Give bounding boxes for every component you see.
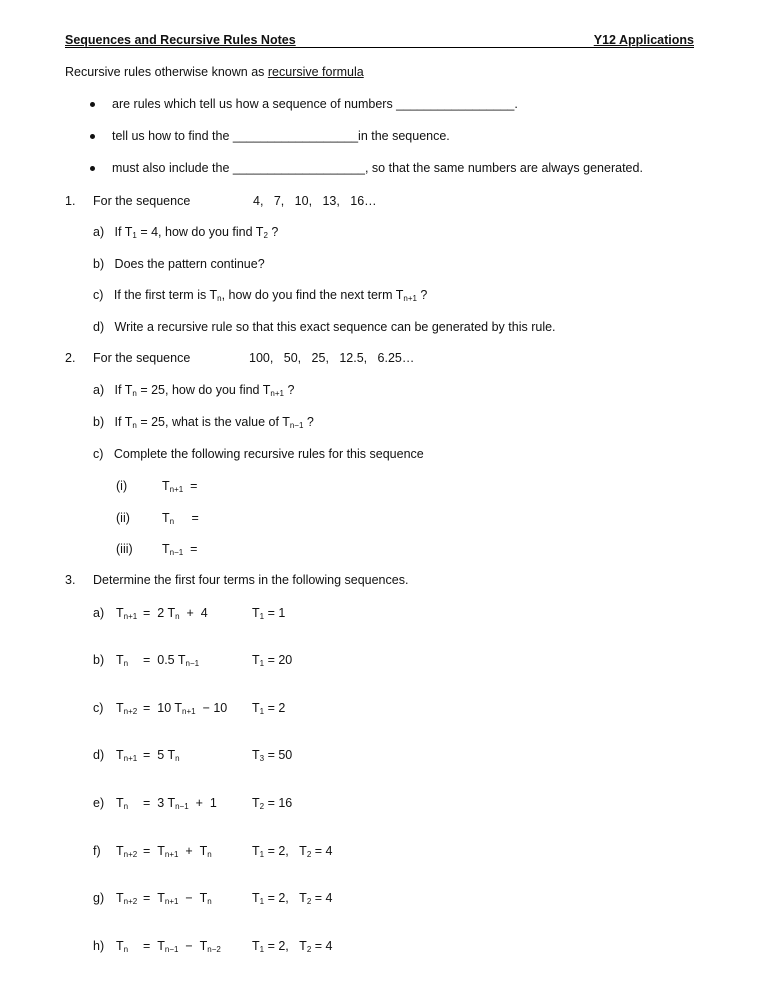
part-letter: a)	[93, 225, 105, 239]
q2-sub-i-rule	[162, 478, 197, 494]
q3-row-initial: $T_1 = 1$	[252, 606, 286, 621]
q1-label: For the sequence	[93, 194, 191, 208]
intro-bullet-2: tell us how to find the __________________in the sequence.	[112, 129, 450, 143]
bullet-dot	[90, 166, 95, 171]
subscript: n−1	[169, 548, 184, 557]
term-symbol: T	[162, 542, 170, 556]
subscript: n−1	[289, 421, 304, 430]
q3-row-lhs: $T_{n+2}$	[116, 844, 138, 859]
q3-row-rhs: = 10 $T_{n+1} - 10$	[143, 701, 228, 716]
q3-row-letter: d)	[93, 748, 105, 762]
part-letter: a)	[93, 383, 105, 397]
q3-row-letter: g)	[93, 891, 105, 905]
part-letter: d)	[93, 320, 105, 334]
equals-sign: =	[190, 542, 198, 556]
subscript: n+1	[270, 389, 284, 398]
q3-row-initial: $T_3 = 50$	[252, 748, 293, 763]
q3-row-letter: e)	[93, 796, 105, 810]
intro-line	[65, 64, 364, 80]
subscript: n	[132, 421, 137, 430]
term-symbol: T	[162, 479, 170, 493]
q2-sub-ii-roman: (ii)	[116, 511, 130, 525]
q3-row-initial: $T_2 = 16$	[252, 796, 293, 811]
q3-row-letter: c)	[93, 701, 104, 715]
part-text: = 25, what is the value of T	[136, 415, 290, 429]
page-header	[65, 33, 694, 48]
subscript: n	[132, 389, 137, 398]
q1-part-c	[93, 287, 427, 303]
q3-row-initial: $T_1 = 20$	[252, 653, 293, 668]
part-letter: c)	[93, 288, 104, 302]
q2-sequence: 100, 50, 25, 12.5, 6.25…	[249, 351, 415, 365]
subscript: n	[217, 294, 222, 303]
q3-text: Determine the first four terms in the following sequences.	[93, 573, 409, 587]
q1-part-a	[93, 224, 278, 240]
q1-number: 1.	[65, 194, 76, 208]
q3-row-letter: f)	[93, 844, 101, 858]
q3-row-initial: $T_1 = 2$, $T_2 = 4$	[252, 939, 333, 954]
part-text: ?	[416, 288, 428, 302]
q3-row-letter: b)	[93, 653, 105, 667]
q2-label: For the sequence	[93, 351, 191, 365]
q3-row-rhs: = 0.5 $T_{n-1}$	[143, 653, 200, 668]
q2-part-a	[93, 382, 294, 398]
part-text: If T	[114, 415, 133, 429]
q3-number: 3.	[65, 573, 76, 587]
part-text: = 25, how do you find T	[136, 383, 271, 397]
q3-row-lhs: $T_{n+1}$	[116, 606, 138, 621]
q3-row-initial: $T_1 = 2$, $T_2 = 4$	[252, 891, 333, 906]
part-text: If T	[114, 225, 133, 239]
part-text: Does the pattern continue?	[114, 257, 265, 271]
subscript: n	[169, 517, 175, 526]
q3-row-rhs: = $T_{n-1} - T_{n-2}$	[143, 939, 221, 954]
q1-part-b	[93, 256, 265, 272]
part-letter: c)	[93, 447, 104, 461]
intro-bullet-3: must also include the ___________________, so that the same numbers are always generated.	[112, 161, 643, 175]
equals-sign: =	[191, 511, 199, 525]
part-text: ?	[267, 225, 279, 239]
q3-row-lhs: $T_n$	[116, 796, 129, 811]
q3-row-rhs: = $T_{n+1} + T_n$	[143, 844, 212, 859]
q3-row-letter: a)	[93, 606, 105, 620]
bullet-dot	[90, 102, 95, 107]
q3-row-rhs: = 3 $T_{n-1} + 1$	[143, 796, 217, 811]
part-text: ?	[303, 415, 314, 429]
q3-row-lhs: $T_n$	[116, 653, 129, 668]
subscript: 1	[132, 231, 137, 240]
subscript: 2	[263, 231, 268, 240]
part-text: ?	[283, 383, 295, 397]
part-text: Write a recursive rule so that this exact sequence can be generated by this rule.	[114, 320, 556, 334]
q3-row-lhs: $T_{n+2}$	[116, 701, 138, 716]
q1-part-d	[93, 319, 556, 335]
part-text: If the first term is T	[113, 288, 218, 302]
q2-sub-iii-rule	[162, 541, 197, 557]
intro-bullet-1: are rules which tell us how a sequence of numbers _________________.	[112, 97, 518, 111]
q2-part-c	[93, 446, 424, 462]
q3-row-lhs: $T_{n+1}$	[116, 748, 138, 763]
q3-row-rhs: = $T_{n+1} - T_n$	[143, 891, 212, 906]
part-text: = 4, how do you find T	[136, 225, 264, 239]
q2-number: 2.	[65, 351, 76, 365]
part-letter: b)	[93, 257, 105, 271]
bullet-dot	[90, 134, 95, 139]
part-text: If T	[114, 383, 133, 397]
part-letter: b)	[93, 415, 105, 429]
term-symbol: T	[162, 511, 170, 525]
part-text: , how do you find the next term T	[221, 288, 404, 302]
q3-row-letter: h)	[93, 939, 105, 953]
q3-row-lhs: $T_n$	[116, 939, 129, 954]
q2-sub-iii-roman: (iii)	[116, 542, 133, 556]
q3-row-rhs: = 2 $T_n + 4$	[143, 606, 208, 621]
q3-row-initial: $T_1 = 2$	[252, 701, 286, 716]
subscript: n+1	[403, 294, 417, 303]
q3-row-lhs: $T_{n+2}$	[116, 891, 138, 906]
q2-part-b	[93, 414, 314, 430]
intro-lead: Recursive rules otherwise known as	[65, 65, 268, 79]
q1-sequence: 4, 7, 10, 13, 16…	[253, 194, 377, 208]
intro-term: recursive formula	[267, 65, 364, 79]
header-course: Y12 Applications	[593, 33, 694, 47]
q3-row-rhs: = 5 $T_n$	[143, 748, 180, 763]
equals-sign: =	[190, 479, 198, 493]
part-text: Complete the following recursive rules for this sequence	[113, 447, 424, 461]
subscript: n+1	[169, 485, 184, 494]
header-title: Sequences and Recursive Rules Notes	[65, 33, 296, 47]
q3-row-initial: $T_1 = 2$, $T_2 = 4$	[252, 844, 333, 859]
q2-sub-ii-rule	[162, 510, 199, 526]
q2-sub-i-roman: (i)	[116, 479, 128, 493]
